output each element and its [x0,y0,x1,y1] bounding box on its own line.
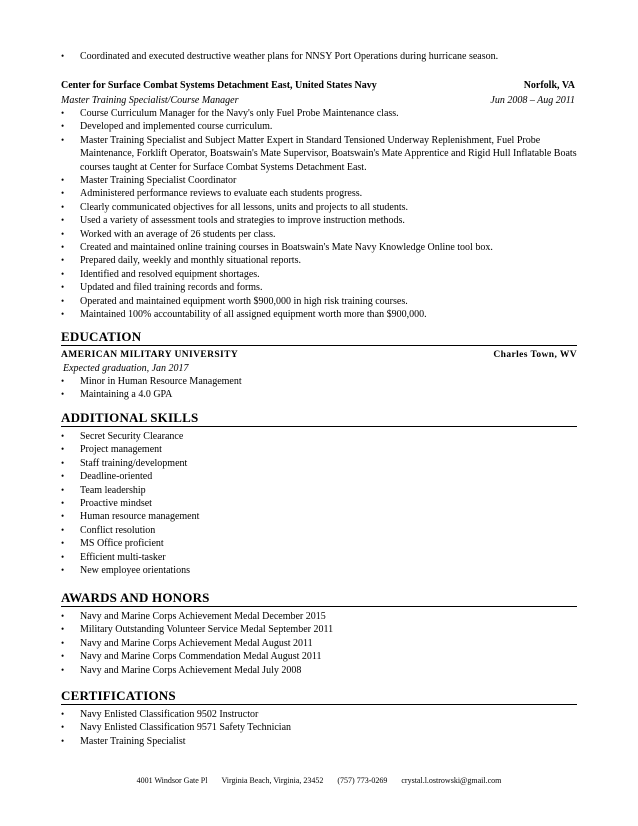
footer-city: Virginia Beach, Virginia, 23452 [221,776,324,785]
list-item-text: Master Training Specialist and Subject Matter Expert in Standard Tensioned Underway Replenishment, Fuel Probe Maintenance, Forklift Operator, Boatswain's Mate Supervisor, Boatswain's Mate Apprentice and Rigid Hull Inflatable Boats courses taught at Center for Surface Combat Systems Detachment East. [80,134,577,173]
list-item-text: Maintaining a 4.0 GPA [80,389,173,401]
contact-footer [0,776,638,786]
bullet-icon: • [61,134,65,145]
list-item [61,281,581,294]
list-item [61,708,577,721]
list-item [61,470,577,483]
previous-job-bullets [61,50,581,63]
list-item-text: Navy and Marine Corps Achievement Medal August 2011 [80,637,313,649]
list-item [61,650,577,663]
footer-address: 4001 Windsor Gate Pl [136,776,208,785]
list-item [61,388,577,401]
bullet-icon: • [61,651,65,662]
list-item [61,510,577,523]
job-location: Norfolk, VA [523,80,575,91]
list-item-text: Minor in Human Resource Management [80,376,242,387]
list-item-text: Conflict resolution [80,524,156,536]
list-item [61,457,577,470]
bullet-icon: • [61,484,65,495]
bullet-icon: • [61,51,65,61]
job-subheader [61,94,575,107]
list-item [61,564,577,577]
list-item [61,241,581,254]
education-header [61,349,577,362]
list-item [61,721,577,734]
list-item-text: Developed and implemented course curriculum. [80,121,273,133]
list-item-text: Operated and maintained equipment worth $900,000 in high risk training courses. [80,295,408,307]
list-item [61,430,577,443]
list-item [61,134,581,174]
list-item-text: Coordinated and executed destructive weather plans for NNSY Port Operations during hurricane season. [80,51,499,62]
bullet-icon: • [61,551,65,562]
skills-section [61,411,577,577]
list-item-text: MS Office proficient [80,538,164,550]
list-item-text: Navy and Marine Corps Commendation Medal August 2011 [80,651,322,663]
list-item [61,187,581,200]
list-item [61,120,581,133]
list-item [61,174,581,187]
list-item [61,375,577,388]
list-item [61,50,581,63]
bullet-icon: • [61,175,65,186]
list-item [61,537,577,550]
list-item [61,664,577,677]
education-bullets [61,375,577,402]
list-item [61,551,577,564]
list-item-text: Efficient multi-tasker [80,551,166,563]
bullet-icon: • [61,735,65,746]
education-heading: EDUCATION [61,330,577,346]
list-item-text: Staff training/development [80,457,188,469]
bullet-icon: • [61,664,65,675]
list-item-text: Prepared daily, weekly and monthly situational reports. [80,255,301,267]
list-item [61,308,581,321]
list-item-text: Master Training Specialist [80,735,186,747]
list-item [61,524,577,537]
list-item-text: Administered performance reviews to evaluate each students progress. [80,188,363,200]
job-header [61,79,575,92]
education-section [61,330,577,402]
certifications-bullets [61,708,577,748]
bullet-icon: • [61,565,65,576]
job-bullets [61,107,581,322]
certifications-section [61,689,577,748]
awards-section [61,591,577,677]
bullet-icon: • [61,282,65,293]
bullet-icon: • [61,188,65,199]
bullet-icon: • [61,268,65,279]
bullet-icon: • [61,295,65,306]
bullet-icon: • [61,611,65,621]
list-item [61,637,577,650]
list-item-text: Master Training Specialist Coordinator [80,175,237,187]
list-item-text: Worked with an average of 26 students per class. [80,228,276,240]
list-item [61,497,577,510]
list-item [61,107,581,120]
list-item-text: Deadline-oriented [80,471,153,483]
bullet-icon: • [61,108,65,118]
bullet-icon: • [61,255,65,266]
list-item-text: Proactive mindset [80,498,152,510]
job-title: Master Training Specialist/Course Manager [61,95,239,106]
awards-heading: AWARDS AND HONORS [61,591,577,607]
bullet-icon: • [61,376,65,386]
bullet-icon: • [61,201,65,212]
awards-bullets [61,610,577,677]
bullet-icon: • [61,228,65,239]
list-item [61,295,581,308]
expected-graduation: Expected graduation, Jan 2017 [63,363,189,374]
list-item-text: Identified and resolved equipment shortages. [80,268,260,280]
bullet-icon: • [61,309,65,320]
bullet-icon: • [61,457,65,468]
list-item-text: Secret Security Clearance [80,431,184,442]
footer-phone: (757) 773-0269 [337,776,388,785]
list-item [61,443,577,456]
list-item [61,268,581,281]
list-item [61,623,577,636]
list-item-text: Navy and Marine Corps Achievement Medal July 2008 [80,664,302,676]
list-item [61,735,577,748]
bullet-icon: • [61,709,65,719]
bullet-icon: • [61,471,65,482]
bullet-icon: • [61,722,65,733]
list-item-text: Clearly communicated objectives for all lessons, units and projects to all students. [80,201,408,213]
list-item-text: Military Outstanding Volunteer Service Medal September 2011 [80,624,334,636]
bullet-icon: • [61,498,65,509]
list-item [61,214,581,227]
school-name: AMERICAN MILITARY UNIVERSITY [61,350,239,360]
bullet-icon: • [61,444,65,455]
skills-heading: ADDITIONAL SKILLS [61,411,577,427]
list-item-text: New employee orientations [80,565,190,577]
bullet-icon: • [61,511,65,522]
list-item-text: Created and maintained online training courses in Boatswain's Mate Navy Knowledge Online tool box. [80,242,493,254]
list-item-text: Project management [80,444,162,456]
list-item-text: Used a variety of assessment tools and strategies to improve instruction methods. [80,215,405,227]
bullet-icon: • [61,637,65,648]
list-item-text: Human resource management [80,511,200,523]
job-employer: Center for Surface Combat Systems Detachment East, United States Navy [61,80,377,91]
list-item [61,610,577,623]
footer-email[interactable]: crystal.l.ostrowski@gmail.com [401,776,502,785]
bullet-icon: • [61,242,65,253]
list-item [61,228,581,241]
bullet-icon: • [61,431,65,441]
list-item-text: Team leadership [80,484,146,496]
job-entry [61,79,575,322]
bullet-icon: • [61,524,65,535]
bullet-icon: • [61,624,65,635]
list-item-text: Updated and filed training records and forms. [80,282,263,294]
list-item [61,484,577,497]
bullet-icon: • [61,121,65,132]
list-item-text: Navy Enlisted Classification 9502 Instructor [80,709,259,720]
skills-bullets [61,430,577,577]
bullet-icon: • [61,215,65,226]
school-location: Charles Town, WV [493,350,577,360]
bullet-icon: • [61,389,65,400]
certifications-heading: CERTIFICATIONS [61,689,577,705]
list-item-text: Navy and Marine Corps Achievement Medal December 2015 [80,611,326,622]
list-item [61,254,581,267]
list-item-text: Navy Enlisted Classification 9571 Safety Technician [80,722,292,734]
list-item-text: Maintained 100% accountability of all assigned equipment worth more than $900,000. [80,309,427,321]
list-item [61,201,581,214]
list-item-text: Course Curriculum Manager for the Navy's only Fuel Probe Maintenance class. [80,108,399,119]
job-dates: Jun 2008 – Aug 2011 [490,95,575,106]
bullet-icon: • [61,538,65,549]
